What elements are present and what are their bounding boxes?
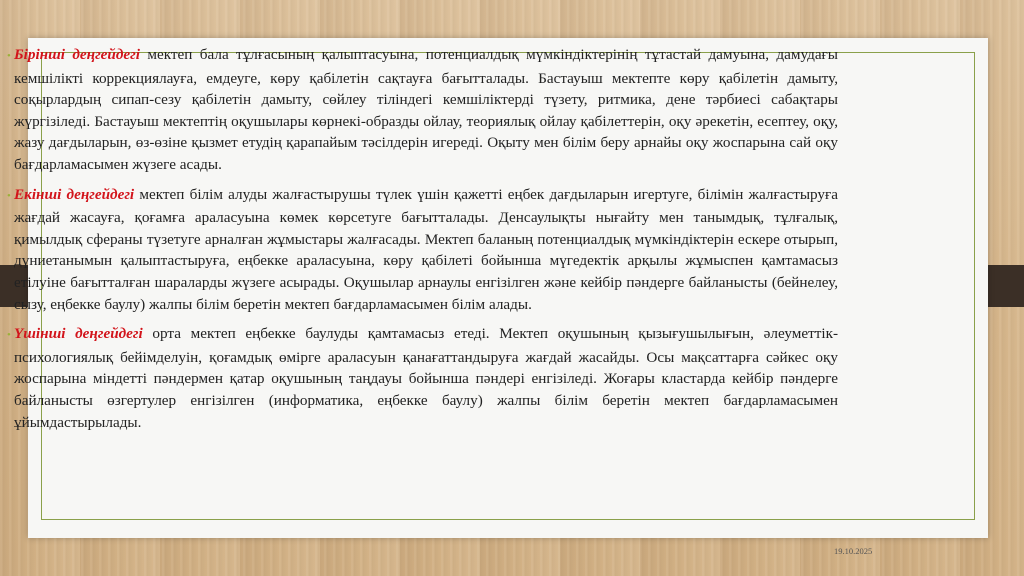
level-2-text: мектеп білім алуды жалғастырушы түлек үшін қажетті еңбек дағдыларын игертуге, білімін жалғастыруға жағдай жасауға, қоғамға араласуына көмек көрсетуге бағытталады. Денсаулықты нығайту мен танымдық, тұлғалық, қимылдық сфераны түзетуге арналған жұмыстары жалғасады. Мектеп баланың потенциалдық мүмкіндіктерін ескере отырып, дүниетанымын қалыптастыруға, еңбекке араласуына, көру қабілеті бойынша мүгедектік арқылы жұмыспен қамтамасыз етілуіне бағытталған шараларды жүзеге асырады. Оқушылар арнаулы енгізілген және кейбір пәндерге байланысты (бейнелеу, сызу, еңбекке баулу) жалпы білім беретін мектеп бағдарламасымен білім алады. bbox=[14, 185, 838, 313]
level-1-text: мектеп бала тұлғасының қалыптасуына, потенциалдық мүмкіндіктерінің тұтастай дамуына, дамудағы кемшілікті коррекциялауға, емдеуге, көру қабілетін сақтауға бағытталады. Бастауыш мектепте көру қабілетін дамыту, соқырлардың сипап-сезу қабілетін дамыту, сөйлеу тіліндегі кемшіліктерді түзету, ритмика, дене тәрбиесі сабақтары жүргізіледі. Бастауыш мектептің оқушылары көрнекі-образды ойлау, теориялық ойлау қабілеттерін, оқу әрекетін, есептеу, оқу, жазу дағдыларын, өз-өзіне қызмет етудің қарапайым тәсілдерін игереді. Оқыту мен білім беру арнайы оқу жоспарына сай оқу бағдарламасымен жүзеге асады. bbox=[14, 46, 838, 173]
level-1-heading: Бірінші деңгейдегі bbox=[14, 46, 140, 63]
paragraph-level-1: • Бірінші деңгейдегі мектеп бала тұлғасының қалыптасуына, потенциалдық мүмкіндіктерінің тұтастай дамуына, дамудағы кемшілікті коррекциялауға, емдеуге, көру қабілетін сақтауға бағытталады. Бастауыш мектепте көру қабілетін дамыту, соқырлардың сипап-сезу қабілетін дамыту, сөйлеу тіліндегі кемшіліктерді түзету, ритмика, дене тәрбиесі сабақтары жүргізіледі. Бастауыш мектептің оқушылары көрнекі-образды ойлау, теориялық ойлау қабілеттерін, оқу әрекетін, есептеу, оқу, жазу дағдыларын, өз-өзіне қызмет етудің қарапайым тәсілдерін игереді. Оқыту мен білім беру арнайы оқу жоспарына сай оқу бағдарламасымен жүзеге асады. bbox=[7, 46, 838, 173]
slide-content bbox=[7, 44, 839, 441]
paragraph-level-3: • Үшінші деңгейдегі орта мектеп еңбекке баулуды қамтамасыз етеді. Мектеп оқушының қызығушылығын, әлеуметтік-психологиялық бейімделуін, қоғамдық өмірге араласуын қанағаттандыруға жағдай жасайды. Осы мақсаттарға сәйкес оқу жоспарына міндетті пәндермен қатар оқушының таңдауы бойынша пәндері енгізіледі. Жоғары кластарда кейбір пәндерге байланысты өзгертулер енгізілген (информатика, еңбекке баулу) жалпы білім беретін мектеп бағдарламасымен ұйымдастырылады. bbox=[7, 325, 839, 431]
paragraph-level-2: • Екінші деңгейдегі мектеп білім алуды жалғастырушы түлек үшін қажетті еңбек дағдыларын игертуге, білімін жалғастыруға жағдай жасауға, қоғамға араласуына көмек көрсетуге бағытталады. Денсаулықты нығайту мен танымдық, тұлғалық, қимылдық сфераны түзетуге арналған жұмыстары жалғасады. Мектеп баланың потенциалдық мүмкіндіктерін ескере отырып, дүниетанымын қалыптастыруға, еңбекке араласуына, көру қабілеті бойынша мүгедектік арқылы жұмыспен қамтамасыз етілуіне бағытталған шараларды жүзеге асырады. Оқушылар арнаулы енгізілген және кейбір пәндерге байланысты (бейнелеу, сызу, еңбекке баулу) жалпы білім беретін мектеп бағдарламасымен білім алады. bbox=[7, 185, 838, 313]
slide-date: 19.10.2025 bbox=[834, 546, 873, 556]
level-3-text: орта мектеп еңбекке баулуды қамтамасыз етеді. Мектеп оқушының қызығушылығын, әлеуметтік-психологиялық бейімделуін, қоғамдық өмірге араласуын қанағаттандыруға жағдай жасайды. Осы мақсаттарға сәйкес оқу жоспарына міндетті пәндермен қатар оқушының таңдауы бойынша пәндері енгізіледі. Жоғары кластарда кейбір пәндерге байланысты өзгертулер енгізілген (информатика, еңбекке баулу) жалпы білім беретін мектеп бағдарламасымен ұйымдастырылады. bbox=[14, 325, 839, 431]
level-3-heading: Үшінші деңгейдегі bbox=[14, 325, 143, 343]
level-2-heading: Екінші деңгейдегі bbox=[14, 185, 135, 203]
